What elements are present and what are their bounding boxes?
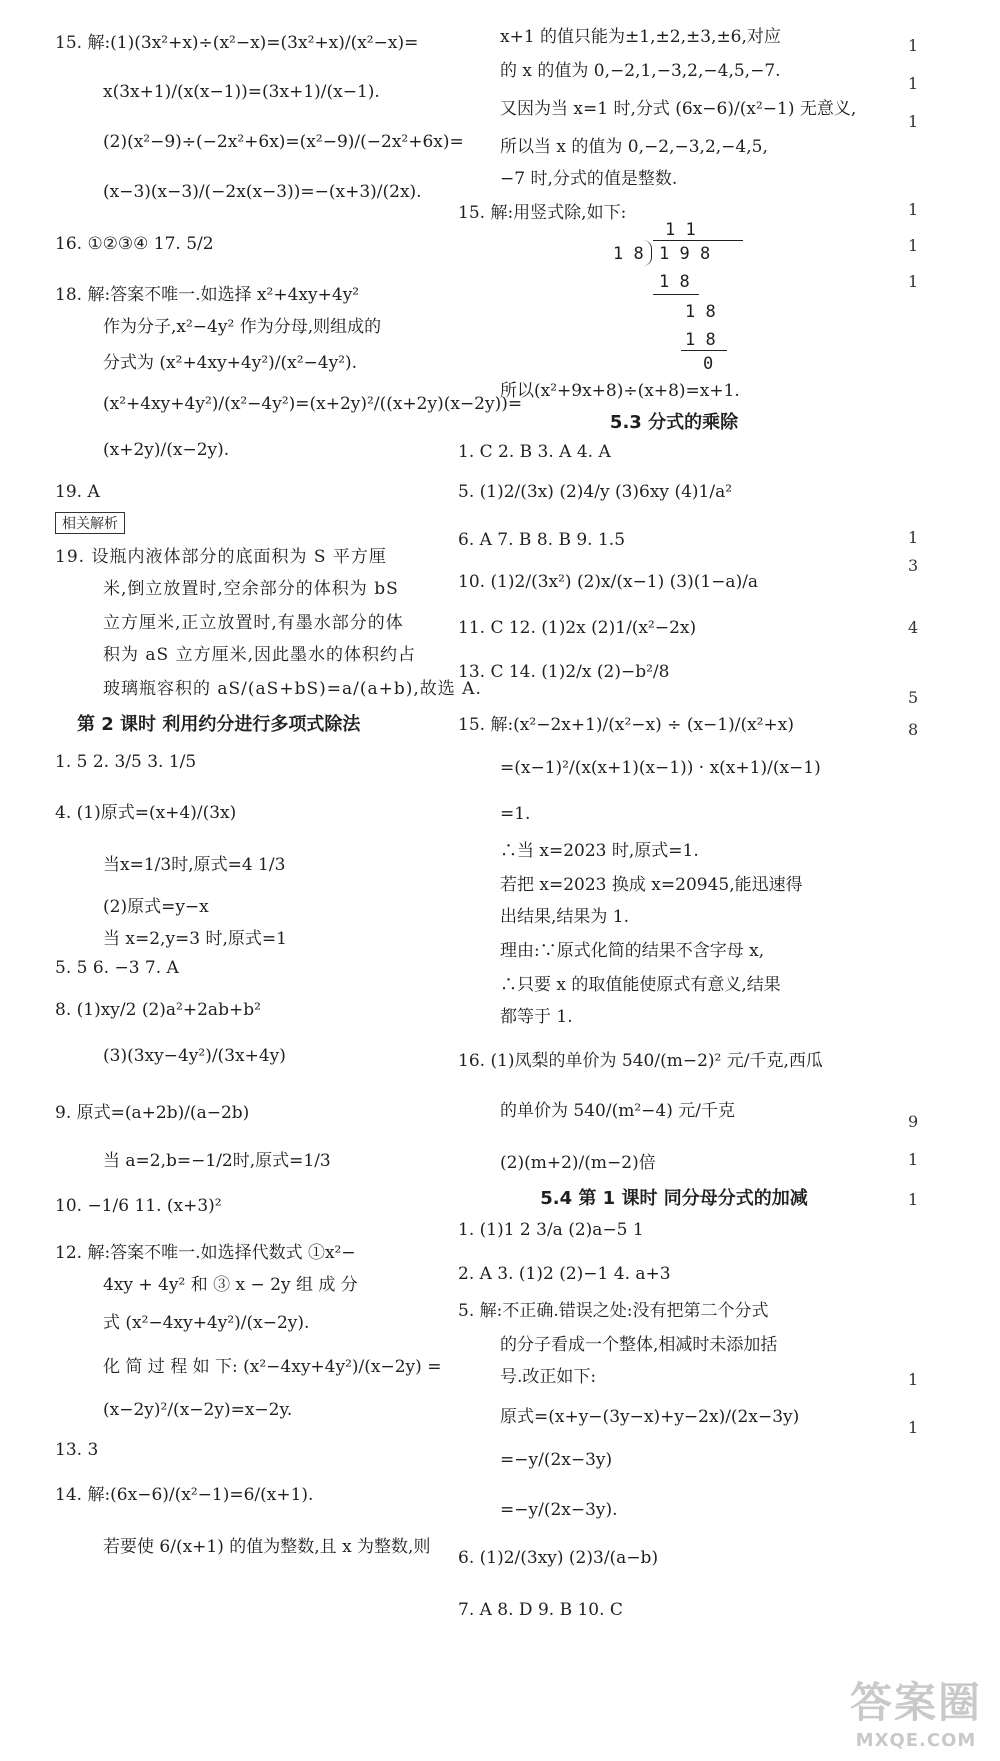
answer-5-3-15-line-8: ∴只要 x 的取值能使原式有意义,结果 (500, 975, 781, 995)
answer-18-line-4: (x²+4xy+4y²)/(x²−4y²)=(x+2y)²/((x+2y)(x−2y))= (103, 394, 523, 414)
edge-number: 8 (908, 720, 919, 739)
answer-18-line-1: 18. 解:答案不唯一.如选择 x²+4xy+4y² (55, 285, 360, 305)
answer-5-3-15-line-5: 若把 x=2023 换成 x=20945,能迅速得 (500, 875, 803, 895)
edge-number: 1 (908, 528, 919, 547)
long-division-remainder-2: 0 (703, 354, 714, 374)
answer-15-part-1-result: x(3x+1)/(x(x−1))=(3x+1)/(x−1). (103, 82, 380, 102)
answer-4-part-2: (2)原式=y−x (103, 897, 209, 917)
answers-1-3: 1. 5 2. 3/5 3. 1/5 (55, 752, 197, 772)
answer-14-line-1: 14. 解:(6x−6)/(x²−1)=6/(x+1). (55, 1485, 314, 1505)
answers-5-3-6-9: 6. A 7. B 8. B 9. 1.5 (458, 530, 626, 550)
edge-number: 9 (908, 1112, 919, 1131)
long-division-rule-2 (681, 350, 727, 351)
answer-15-intro: 15. 解:用竖式除,如下: (458, 203, 627, 223)
answers-5-3-1-4: 1. C 2. B 3. A 4. A (458, 442, 611, 462)
answers-10-11: 10. −1/6 11. (x+3)² (55, 1196, 222, 1216)
edge-number: 1 (908, 36, 919, 55)
answer-12-line-1: 12. 解:答案不唯一.如选择代数式 ①x²− (55, 1243, 356, 1263)
answer-12-line-5: (x−2y)²/(x−2y)=x−2y. (103, 1400, 293, 1420)
watermark (850, 1670, 982, 1751)
section-5-3-heading: 5.3 分式的乘除 (609, 412, 739, 433)
answer-15-part-2-result: (x−3)(x−3)/(−2x(x−3))=−(x+3)/(2x). (103, 182, 422, 202)
edge-number: 1 (908, 1190, 919, 1209)
answer-9: 9. 原式=(a+2b)/(a−2b) (55, 1103, 250, 1123)
answers-5-4-7-10: 7. A 8. D 9. B 10. C (458, 1600, 623, 1620)
answer-5-4-5-line-5: =−y/(2x−3y) (500, 1450, 613, 1470)
right-edge-column (880, 0, 1000, 1761)
long-division-subtract-2: 1 8 (685, 330, 716, 350)
analysis-19-line-4: 积为 aS 立方厘米,因此墨水的体积约占 (103, 645, 416, 665)
related-analysis-tag: 相关解析 (55, 512, 125, 534)
answer-4-part-1-value: 当x=1/3时,原式=4 1/3 (103, 855, 286, 875)
analysis-19-line-1: 19. 设瓶内液体部分的底面积为 S 平方厘 (55, 547, 387, 567)
answers-5-4-2-4: 2. A 3. (1)2 (2)−1 4. a+3 (458, 1264, 671, 1284)
long-division-divisor: 1 8 (613, 244, 644, 264)
answer-5-4-5-line-6: =−y/(2x−3y). (500, 1500, 618, 1520)
long-division (613, 218, 773, 374)
long-division-dividend: 1 9 8 (659, 244, 711, 264)
answer-9-value: 当 a=2,b=−1/2时,原式=1/3 (103, 1151, 331, 1171)
long-division-remainder-1: 1 8 (685, 302, 716, 322)
answer-14-cont-line-4: 所以当 x 的值为 0,−2,−3,2,−4,5, (500, 137, 768, 157)
answer-19: 19. A (55, 482, 100, 502)
answer-15-part-2-line: (2)(x²−9)÷(−2x²+6x)=(x²−9)/(−2x²+6x)= (103, 132, 464, 152)
answer-5-3-15-line-3: =1. (500, 804, 531, 824)
answer-5-3-15-line-4: ∴当 x=2023 时,原式=1. (500, 841, 699, 861)
answer-5-3-15-line-7: 理由:∵原式化简的结果不含字母 x, (500, 941, 765, 961)
answer-5-4-5-line-4: 原式=(x+y−(3y−x)+y−2x)/(2x−3y) (500, 1407, 800, 1427)
answer-5-3-16-line-2: 的单价为 540/(m²−4) 元/千克 (500, 1101, 735, 1121)
answer-12-line-4: 化 简 过 程 如 下: (x²−4xy+4y²)/(x−2y) = (103, 1357, 442, 1377)
answer-5-3-5: 5. (1)2/(3x) (2)4/y (3)6xy (4)1/a² (458, 482, 733, 502)
long-division-rule-1 (653, 294, 699, 295)
edge-number: 1 (908, 112, 919, 131)
answer-14-line-2: 若要使 6/(x+1) 的值为整数,且 x 为整数,则 (103, 1537, 431, 1557)
answer-5-4-5-line-3: 号.改正如下: (500, 1367, 597, 1387)
analysis-19-line-5: 玻璃瓶容积的 aS/(aS+bS)=a/(a+b),故选 A. (103, 679, 482, 699)
answer-14-cont-line-3: 又因为当 x=1 时,分式 (6x−6)/(x²−1) 无意义, (500, 99, 857, 119)
answer-18-line-3: 分式为 (x²+4xy+4y²)/(x²−4y²). (103, 353, 358, 373)
edge-number: 3 (908, 556, 919, 575)
answer-18-line-5: (x+2y)/(x−2y). (103, 440, 230, 460)
lesson-2-heading: 第 2 课时 利用约分进行多项式除法 (77, 714, 361, 735)
answers-5-7: 5. 5 6. −3 7. A (55, 958, 179, 978)
long-division-quotient: 1 1 (665, 220, 696, 240)
edge-number: 5 (908, 688, 919, 707)
edge-number: 1 (908, 1150, 919, 1169)
answer-5-4-5-line-1: 5. 解:不正确.错误之处:没有把第二个分式 (458, 1301, 769, 1321)
related-analysis-tag-row (55, 512, 455, 534)
answer-5-4-6: 6. (1)2/(3xy) (2)3/(a−b) (458, 1548, 659, 1568)
answer-18-line-2: 作为分子,x²−4y² 作为分母,则组成的 (103, 317, 382, 337)
long-division-bracket (643, 240, 652, 266)
answer-5-3-15-line-2: =(x−1)²/(x(x+1)(x−1)) · x(x+1)/(x−1) (500, 758, 821, 778)
edge-number: 1 (908, 74, 919, 93)
answer-5-3-16-line-3: (2)(m+2)/(m−2)倍 (500, 1153, 656, 1173)
watermark-logo-text: 答案圈 (849, 1678, 982, 1727)
edge-number: 1 (908, 272, 919, 291)
long-division-top-rule (653, 240, 743, 241)
answer-5-3-10: 10. (1)2/(3x²) (2)x/(x−1) (3)(1−a)/a (458, 572, 759, 592)
answers-5-3-13-14: 13. C 14. (1)2/x (2)−b²/8 (458, 662, 670, 682)
section-5-4-heading: 5.4 第 1 课时 同分母分式的加减 (540, 1188, 808, 1209)
answer-16-17: 16. ①②③④ 17. 5/2 (55, 234, 214, 254)
answers-5-3-11-12: 11. C 12. (1)2x (2)1/(x²−2x) (458, 618, 697, 638)
edge-number: 1 (908, 236, 919, 255)
edge-number: 4 (908, 618, 919, 637)
answer-5-3-15-line-1: 15. 解:(x²−2x+1)/(x²−x) ÷ (x−1)/(x²+x) (458, 715, 794, 735)
watermark-url: MXQE.COM (855, 1730, 977, 1751)
answer-12-line-2: 4xy + 4y² 和 ③ x − 2y 组 成 分 (103, 1275, 358, 1295)
answer-14-cont-line-1: x+1 的值只能为±1,±2,±3,±6,对应 (500, 27, 781, 47)
edge-number: 1 (908, 1418, 919, 1437)
answer-5-3-15-line-6: 出结果,结果为 1. (500, 907, 630, 927)
answer-5-4-1: 1. (1)1 2 3/a (2)a−5 1 (458, 1220, 644, 1240)
answer-4-part-1: 4. (1)原式=(x+4)/(3x) (55, 803, 237, 823)
answer-5-3-15-line-9: 都等于 1. (500, 1007, 573, 1027)
answer-15-conclusion: 所以(x²+9x+8)÷(x+8)=x+1. (500, 381, 740, 401)
answer-12-line-3: 式 (x²−4xy+4y²)/(x−2y). (103, 1313, 310, 1333)
answer-5-4-5-line-2: 的分子看成一个整体,相减时未添加括 (500, 1335, 778, 1355)
analysis-19-line-3: 立方厘米,正立放置时,有墨水部分的体 (103, 613, 404, 633)
analysis-19-line-2: 米,倒立放置时,空余部分的体积为 bS (103, 579, 399, 599)
edge-number: 1 (908, 200, 919, 219)
answer-15-part-1-line: 15. 解:(1)(3x²+x)÷(x²−x)=(3x²+x)/(x²−x)= (55, 33, 419, 53)
answer-13: 13. 3 (55, 1440, 99, 1460)
answer-14-cont-line-5: −7 时,分式的值是整数. (500, 169, 678, 189)
answer-8-part-3: (3)(3xy−4y²)/(3x+4y) (103, 1046, 286, 1066)
answer-14-cont-line-2: 的 x 的值为 0,−2,1,−3,2,−4,5,−7. (500, 61, 781, 81)
answer-8-parts-1-2: 8. (1)xy/2 (2)a²+2ab+b² (55, 1000, 261, 1020)
long-division-subtract-1: 1 8 (659, 272, 690, 292)
answer-5-3-16-line-1: 16. (1)凤梨的单价为 540/(m−2)² 元/千克,西瓜 (458, 1051, 823, 1071)
edge-number: 1 (908, 1370, 919, 1389)
answer-4-part-2-value: 当 x=2,y=3 时,原式=1 (103, 929, 287, 949)
